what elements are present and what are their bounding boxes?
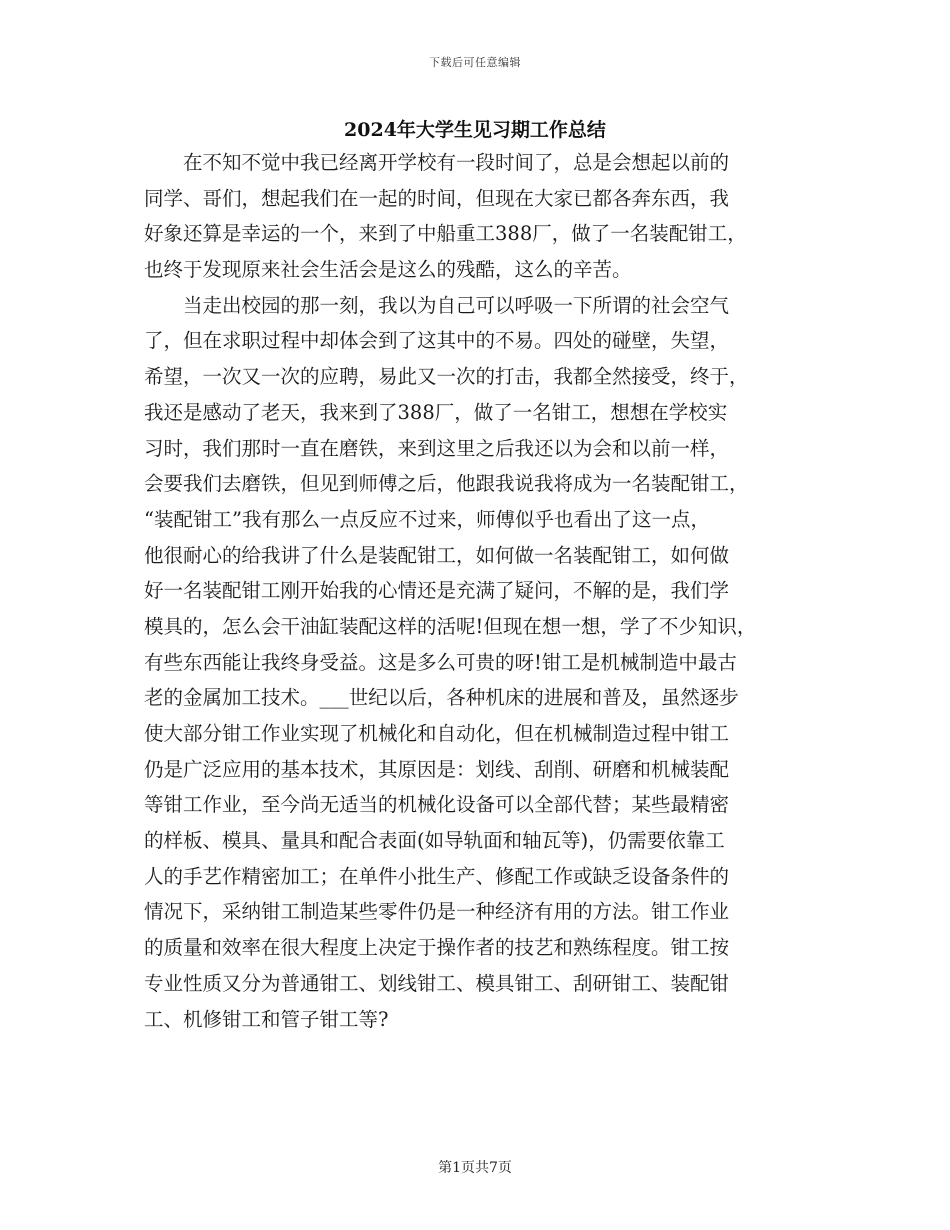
text-line: 当走出校园的那一刻，我以为自己可以呼吸一下所谓的社会空气 bbox=[144, 293, 730, 317]
text-line: 情况下，采纳钳工制造某些零件仍是一种经济有用的方法。钳工作业 bbox=[144, 900, 730, 924]
text-line: 专业性质又分为普通钳工、划线钳工、模具钳工、刮研钳工、装配钳 bbox=[144, 971, 730, 995]
download-note: 下载后可任意编辑 bbox=[429, 56, 521, 69]
text-line: 同学、哥们，想起我们在一起的时间，但现在大家已都各奔东西，我 bbox=[144, 186, 730, 210]
text-line: 工、机修钳工和管子钳工等? bbox=[144, 1007, 389, 1031]
text-line: 好一名装配钳工刚开始我的心情还是充满了疑问，不解的是，我们学 bbox=[144, 579, 730, 603]
text-line: 等钳工作业，至今尚无适当的机械化设备可以全部代替；某些最精密 bbox=[144, 793, 730, 817]
text-line: 模具的，怎么会干油缸装配这样的活呢!但现在想一想，学了不少知识， bbox=[144, 614, 757, 638]
text-line: 老的金属加工技术。___世纪以后，各种机床的进展和普及，虽然逐步 bbox=[144, 686, 739, 710]
text-line: 仍是广泛应用的基本技术，其原因是：划线、刮削、研磨和机械装配 bbox=[144, 757, 730, 781]
text-line: “装配钳工”我有那么一点反应不过来，师傅似乎也看出了这一点， bbox=[144, 507, 710, 531]
text-line: 使大部分钳工作业实现了机械化和自动化，但在机械制造过程中钳工 bbox=[144, 722, 730, 745]
document-body bbox=[144, 145, 816, 1037]
document-title: 2024年大学生见习期工作总结 bbox=[344, 119, 606, 141]
text-line: 好象还算是幸运的一个，来到了中船重工388厂，做了一名装配钳工， bbox=[144, 222, 747, 246]
text-line: 在不知不觉中我已经离开学校有一段时间了，总是会想起以前的 bbox=[144, 151, 730, 174]
text-line: 我还是感动了老天，我来到了388厂，做了一名钳工，想想在学校实 bbox=[144, 400, 728, 424]
text-line: 也终于发现原来社会生活会是这么的残酷，这么的辛苦。 bbox=[144, 258, 632, 282]
text-line: 希望，一次又一次的应聘，易此又一次的打击，我都全然接受，终于， bbox=[144, 365, 749, 389]
text-line: 习时，我们那时一直在磨铁，来到这里之后我还以为会和以前一样， bbox=[144, 436, 730, 460]
text-line: 人的手艺作精密加工；在单件小批生产、修配工作或缺乏设备条件的 bbox=[144, 864, 730, 888]
text-line: 的样板、模具、量具和配合表面(如导轨面和轴瓦等)，仍需要依靠工 bbox=[144, 829, 725, 853]
text-line: 的质量和效率在很大程度上决定于操作者的技艺和熟练程度。钳工按 bbox=[144, 936, 730, 960]
text-line: 有些东西能让我终身受益。这是多么可贵的呀!钳工是机械制造中最古 bbox=[144, 650, 737, 674]
text-line: 他很耐心的给我讲了什么是装配钳工，如何做一名装配钳工，如何做 bbox=[144, 543, 730, 567]
text-line: 会要我们去磨铁，但见到师傅之后，他跟我说我将成为一名装配钳工， bbox=[144, 472, 749, 496]
page-number: 第1页共7页 bbox=[438, 1160, 512, 1176]
text-line: 了，但在求职过程中却体会到了这其中的不易。四处的碰壁，失望， bbox=[144, 329, 730, 353]
